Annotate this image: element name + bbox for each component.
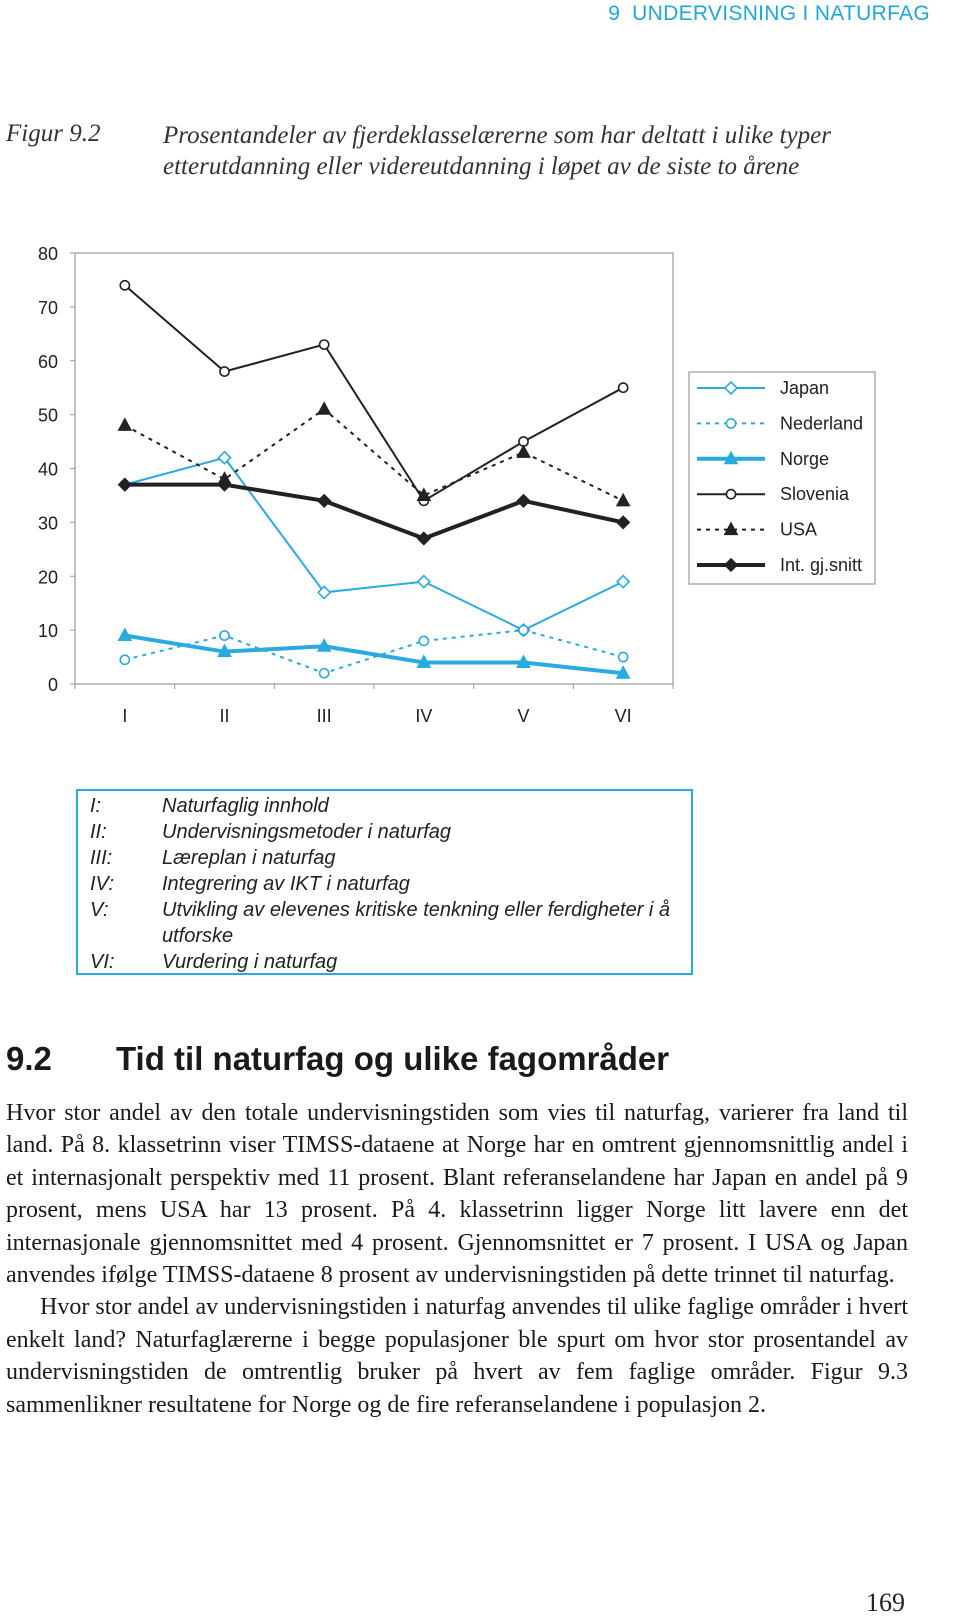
category-key: V: [90, 899, 109, 921]
data-point [318, 495, 330, 507]
data-point [118, 418, 131, 430]
category-description: Utvikling av elevenes kritiske tenkning eller ferdigheter i å utforske [162, 899, 671, 947]
data-point [617, 494, 630, 506]
category-key: I: [90, 795, 102, 817]
data-point [418, 576, 430, 588]
legend-label: Japan [780, 378, 830, 398]
y-tick-label: 50 [37, 405, 58, 426]
x-tick-label: V [517, 706, 530, 726]
y-tick-label: 70 [37, 297, 58, 318]
data-point [120, 655, 129, 664]
data-point [619, 652, 628, 661]
y-tick-label: 10 [37, 621, 58, 642]
category-legend-box [76, 789, 693, 975]
y-tick-label: 0 [47, 675, 58, 695]
y-tick-label: 60 [37, 351, 58, 372]
series-line [125, 636, 623, 674]
figure-label: Figur 9.2 [6, 120, 101, 147]
series-legend [689, 372, 875, 584]
category-key: VI: [90, 951, 115, 973]
data-point [120, 281, 129, 290]
data-point [418, 533, 430, 545]
body-text [6, 1097, 908, 1421]
legend-label: Norge [780, 448, 830, 469]
data-point [119, 479, 131, 491]
data-point [619, 383, 628, 392]
figure-caption: Prosentandeler av fjerdeklasselærerne som har deltatt i ulike typer etterutdanning eller videreutdanning i løpet av de siste to årene [163, 122, 831, 180]
data-point [318, 402, 331, 414]
series-line [125, 285, 623, 501]
category-key: IV: [90, 873, 115, 895]
y-tick-label: 20 [37, 567, 58, 588]
x-tick-label: II [219, 706, 230, 726]
data-point [220, 631, 229, 640]
y-tick-label: 80 [37, 244, 58, 264]
page-number: 169 [866, 1588, 905, 1617]
series-line [125, 485, 623, 539]
data-point [519, 626, 528, 635]
y-tick-label: 30 [37, 513, 58, 534]
chapter-title: UNDERVISNING I NATURFAG [632, 2, 930, 25]
data-point [726, 490, 735, 499]
y-tick-label: 40 [37, 459, 58, 480]
plot-area [75, 253, 673, 684]
legend-label: Slovenia [780, 484, 850, 505]
category-description: Undervisningsmetoder i naturfag [162, 821, 452, 843]
section-heading [6, 1040, 669, 1078]
data-point [726, 419, 735, 428]
legend-label: Nederland [780, 413, 864, 434]
data-point [517, 445, 530, 457]
line-chart [0, 0, 960, 760]
category-description: Læreplan i naturfag [162, 847, 336, 869]
category-key: III: [90, 847, 113, 869]
data-point [220, 367, 229, 376]
data-point [320, 669, 329, 678]
legend-label: USA [780, 519, 818, 540]
x-tick-label: I [122, 706, 128, 726]
chapter-number: 9 [608, 2, 621, 25]
data-point [617, 516, 629, 528]
category-description: Vurdering i naturfag [162, 951, 338, 973]
category-description: Integrering av IKT i naturfag [162, 873, 410, 895]
category-key: II: [90, 821, 107, 843]
data-point [320, 340, 329, 349]
section-title: Tid til naturfag og ulike fagområder [116, 1040, 670, 1077]
paragraph: Hvor stor andel av den totale undervisningstiden som vies til naturfag, varierer fra land til land. På 8. klassetrinn viser TIMSS-dataene at Norge har en omtrent gjennomsnittlig andel i et internasjonalt perspektiv med 11 prosent. Blant referanselandene har Japan en andel på 9 prosent, mens USA har 13 prosent. På 4. klassetrinn ligger Norge litt lavere enn det internasjonale gjennomsnittet med 4 prosent. Gjennomsnittet er 7 prosent. I USA og Japan anvendes ifølge TIMSS-dataene 8 prosent av undervisningstiden på dette trinnet til naturfag. [6, 1100, 908, 1289]
x-tick-label: IV [415, 706, 433, 726]
data-point [617, 576, 629, 588]
x-tick-label: III [316, 706, 332, 726]
category-description: Naturfaglig innhold [162, 795, 329, 817]
data-point [419, 636, 428, 645]
data-point [518, 495, 530, 507]
section-number: 9.2 [6, 1040, 52, 1077]
legend-label: Int. gj.snitt [780, 555, 863, 575]
paragraph: Hvor stor andel av undervisningstiden i naturfag anvendes til ulike faglige områder i hvert enkelt land? Naturfaglærerne i begge populasjoner ble spurt om hvor stor prosentandel av undervisningstiden de omtrentlig bruker på hvert av fem faglige områder. Figur 9.3 sammenlikner resultatene for Norge og de fire referanselandene i populasjon 2. [6, 1294, 908, 1418]
x-tick-label: VI [614, 706, 632, 726]
